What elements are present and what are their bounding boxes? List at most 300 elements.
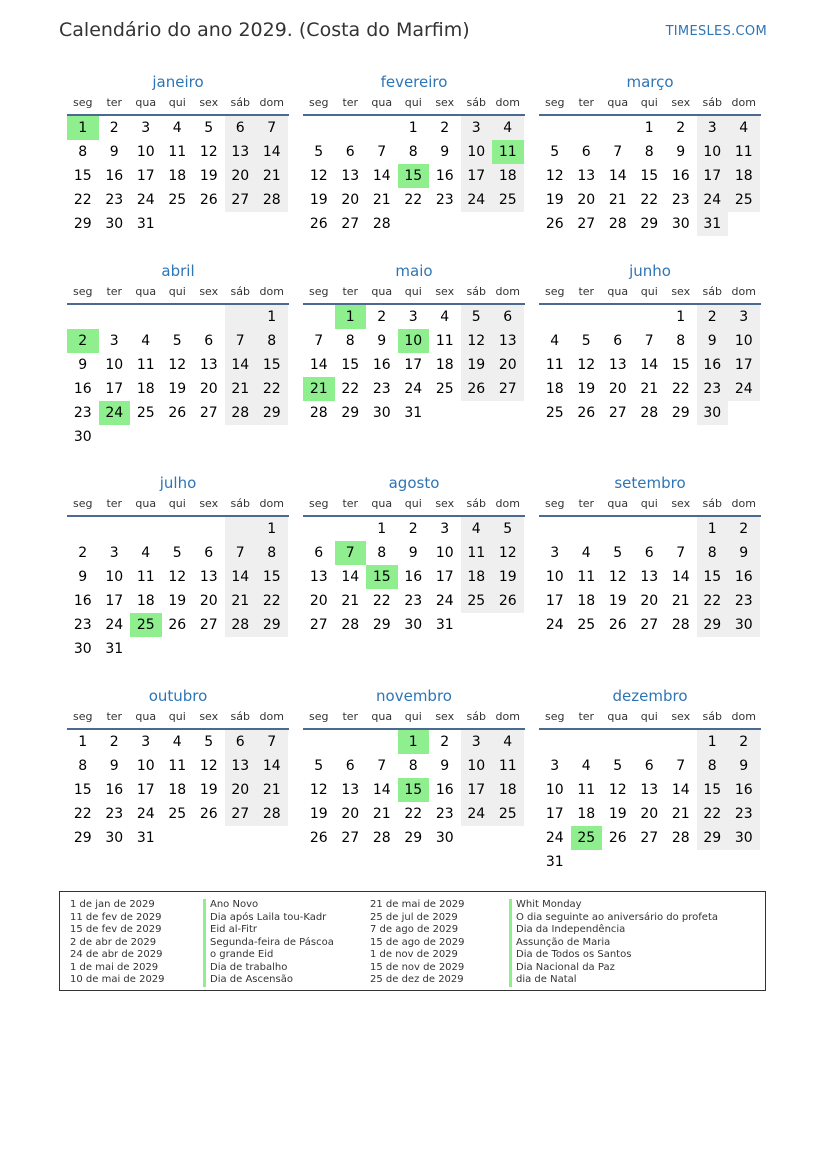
- legend-dates-col-1: [70, 899, 165, 987]
- empty-cell: [67, 305, 99, 329]
- day-cell: 27: [341, 216, 360, 232]
- day-cell: 23: [372, 381, 391, 397]
- legend-holiday-name: Dia da Independência: [509, 924, 718, 937]
- day-cell: 17: [697, 164, 729, 188]
- day-cell: 20: [577, 192, 596, 208]
- month-name: agosto: [388, 474, 440, 492]
- legend-dates-col-2: [370, 899, 465, 987]
- legend-date: 24 de abr de 2029: [70, 949, 163, 960]
- day-cell: 1: [408, 120, 418, 136]
- day-cell: 20: [492, 353, 524, 377]
- day-cell: 17: [728, 353, 760, 377]
- day-cell: 21: [372, 806, 391, 822]
- day-cell: 18: [136, 381, 155, 397]
- month-name: dezembro: [612, 687, 688, 705]
- month-name: novembro: [376, 687, 452, 705]
- day-cell: 30: [73, 429, 92, 445]
- empty-cell: [571, 116, 603, 140]
- day-cell: 2: [408, 521, 418, 537]
- day-cell: 4: [461, 517, 493, 541]
- day-cell: 31: [136, 830, 155, 846]
- weekday-label: qui: [404, 96, 422, 109]
- day-cell: 14: [225, 565, 257, 589]
- day-cell: 24: [105, 617, 124, 633]
- legend-holiday-name: o grande Eid: [203, 949, 334, 962]
- day-cell: 19: [309, 806, 328, 822]
- day-cell: 29: [341, 405, 360, 421]
- day-cell: 21: [256, 164, 288, 188]
- weekday-header: [303, 495, 525, 517]
- day-cell: 18: [136, 593, 155, 609]
- day-cell: 19: [168, 381, 187, 397]
- holiday-day-cell: 10: [398, 329, 430, 353]
- weekday-label: sex: [671, 497, 691, 510]
- day-cell: 17: [136, 168, 155, 184]
- day-cell: 23: [73, 405, 92, 421]
- day-cell: 4: [440, 309, 450, 325]
- weekday-header: [303, 708, 525, 730]
- weekday-label: qui: [640, 710, 658, 723]
- day-cell: 17: [545, 806, 564, 822]
- empty-cell: [162, 305, 194, 329]
- day-cell: 9: [728, 754, 760, 778]
- holiday-day-cell: 15: [398, 778, 430, 802]
- weekday-label: sex: [199, 497, 219, 510]
- empty-cell: [225, 305, 257, 329]
- day-cell: 13: [225, 140, 257, 164]
- empty-cell: [130, 517, 162, 541]
- day-cell: 6: [314, 545, 324, 561]
- day-cell: 25: [168, 806, 187, 822]
- empty-cell: [571, 517, 603, 541]
- day-cell: 9: [78, 357, 88, 373]
- day-cell: 14: [256, 140, 288, 164]
- day-cell: 19: [545, 192, 564, 208]
- day-cell: 27: [577, 216, 596, 232]
- weekday-label: sáb: [702, 285, 722, 298]
- weekday-label: sex: [435, 497, 455, 510]
- day-cell: 13: [492, 329, 524, 353]
- weekday-label: sex: [435, 285, 455, 298]
- day-cell: 26: [545, 216, 564, 232]
- day-cell: 10: [697, 140, 729, 164]
- month-fevereiro: [303, 71, 525, 236]
- day-cell: 25: [136, 405, 155, 421]
- day-cell: 1: [697, 730, 729, 754]
- day-cell: 8: [78, 144, 88, 160]
- weekday-label: dom: [259, 285, 284, 298]
- empty-cell: [162, 517, 194, 541]
- day-cell: 25: [168, 192, 187, 208]
- legend-date: 25 de jul de 2029: [370, 911, 458, 923]
- day-cell: 10: [136, 144, 155, 160]
- legend-date: 11 de fev de 2029: [70, 911, 162, 923]
- weekday-label: sáb: [466, 497, 486, 510]
- day-cell: 28: [256, 802, 288, 826]
- weekday-label: qua: [135, 710, 157, 723]
- day-cell: 16: [728, 565, 760, 589]
- day-cell: 24: [545, 617, 564, 633]
- day-cell: 3: [697, 116, 729, 140]
- day-cell: 26: [199, 806, 218, 822]
- day-cell: 15: [640, 168, 659, 184]
- day-cell: 14: [309, 357, 328, 373]
- day-cell: 14: [225, 353, 257, 377]
- month-name: outubro: [148, 687, 208, 705]
- day-cell: 23: [73, 617, 92, 633]
- weekday-label: sáb: [466, 285, 486, 298]
- day-cell: 2: [109, 734, 119, 750]
- day-cell: 27: [608, 405, 627, 421]
- weekday-label: dom: [731, 96, 756, 109]
- weekday-header: [303, 283, 525, 305]
- day-cell: 16: [671, 168, 690, 184]
- day-cell: 18: [545, 381, 564, 397]
- weekday-label: ter: [342, 497, 359, 510]
- day-cell: 16: [435, 782, 454, 798]
- day-cell: 23: [105, 192, 124, 208]
- weekday-label: dom: [259, 710, 284, 723]
- empty-cell: [130, 305, 162, 329]
- day-cell: 30: [105, 830, 124, 846]
- weekday-label: dom: [731, 497, 756, 510]
- holiday-day-cell: 15: [366, 565, 398, 589]
- day-cell: 8: [697, 541, 729, 565]
- month-name: fevereiro: [380, 73, 448, 91]
- day-cell: 8: [377, 545, 387, 561]
- month-name: janeiro: [152, 73, 204, 91]
- day-cell: 29: [640, 216, 659, 232]
- day-cell: 2: [78, 545, 88, 561]
- weekday-header: [67, 495, 289, 517]
- legend-date: 21 de mai de 2029: [370, 899, 465, 910]
- day-cell: 6: [581, 144, 591, 160]
- legend-holiday-name: Dia de Todos os Santos: [509, 949, 718, 962]
- day-cell: 3: [109, 545, 119, 561]
- day-cell: 3: [461, 730, 493, 754]
- day-cell: 17: [461, 778, 493, 802]
- day-grid: [303, 305, 525, 425]
- day-cell: 5: [461, 305, 493, 329]
- day-cell: 10: [545, 782, 564, 798]
- day-cell: 8: [256, 541, 288, 565]
- day-cell: 20: [225, 778, 257, 802]
- holiday-day-cell: 15: [398, 164, 430, 188]
- day-cell: 8: [644, 144, 654, 160]
- day-cell: 1: [644, 120, 654, 136]
- day-cell: 9: [728, 541, 760, 565]
- day-grid: [67, 730, 289, 850]
- day-cell: 31: [545, 854, 564, 870]
- day-cell: 16: [728, 778, 760, 802]
- weekday-label: ter: [342, 285, 359, 298]
- day-cell: 20: [341, 192, 360, 208]
- month-março: [539, 71, 761, 236]
- day-cell: 13: [341, 782, 360, 798]
- holiday-day-cell: 7: [335, 541, 367, 565]
- day-cell: 25: [545, 405, 564, 421]
- weekday-label: sex: [199, 710, 219, 723]
- day-cell: 5: [314, 758, 324, 774]
- day-cell: 7: [676, 545, 686, 561]
- day-cell: 15: [73, 168, 92, 184]
- weekday-label: ter: [106, 497, 123, 510]
- day-cell: 7: [314, 333, 324, 349]
- day-cell: 26: [461, 377, 493, 401]
- day-cell: 11: [577, 569, 596, 585]
- weekday-label: seg: [309, 96, 329, 109]
- day-grid: [303, 116, 525, 236]
- holiday-day-cell: 21: [303, 377, 335, 401]
- legend-names-col-2: [509, 899, 718, 987]
- day-cell: 8: [408, 758, 418, 774]
- day-cell: 18: [728, 164, 760, 188]
- legend-holiday-name: Ano Novo: [203, 899, 334, 912]
- weekday-header: [67, 283, 289, 305]
- day-cell: 21: [225, 377, 257, 401]
- day-cell: 28: [608, 216, 627, 232]
- day-cell: 22: [640, 192, 659, 208]
- day-cell: 8: [697, 754, 729, 778]
- day-cell: 2: [377, 309, 387, 325]
- day-cell: 9: [109, 144, 119, 160]
- holiday-day-cell: 1: [398, 730, 430, 754]
- day-cell: 3: [440, 521, 450, 537]
- weekday-label: qui: [404, 497, 422, 510]
- day-cell: 31: [136, 216, 155, 232]
- day-cell: 14: [372, 782, 391, 798]
- day-cell: 28: [372, 216, 391, 232]
- day-cell: 23: [404, 593, 423, 609]
- day-cell: 25: [492, 802, 524, 826]
- day-cell: 30: [73, 641, 92, 657]
- weekday-label: qua: [135, 96, 157, 109]
- day-cell: 23: [671, 192, 690, 208]
- empty-cell: [366, 116, 398, 140]
- day-cell: 23: [728, 802, 760, 826]
- day-cell: 26: [577, 405, 596, 421]
- day-cell: 30: [372, 405, 391, 421]
- day-cell: 20: [608, 381, 627, 397]
- day-cell: 16: [73, 593, 92, 609]
- month-name: maio: [395, 262, 433, 280]
- day-cell: 27: [492, 377, 524, 401]
- weekday-label: ter: [106, 710, 123, 723]
- legend-date: 1 de mai de 2029: [70, 961, 159, 973]
- day-cell: 28: [309, 405, 328, 421]
- weekday-header: [539, 94, 761, 116]
- weekday-label: ter: [578, 497, 595, 510]
- weekday-label: qua: [607, 710, 629, 723]
- day-cell: 6: [204, 545, 214, 561]
- day-cell: 3: [461, 116, 493, 140]
- day-cell: 6: [644, 758, 654, 774]
- day-cell: 5: [613, 758, 623, 774]
- day-cell: 11: [136, 357, 155, 373]
- weekday-label: sáb: [230, 710, 250, 723]
- day-cell: 10: [105, 357, 124, 373]
- day-cell: 19: [608, 593, 627, 609]
- weekday-header: [303, 94, 525, 116]
- day-cell: 15: [671, 357, 690, 373]
- weekday-label: qui: [168, 96, 186, 109]
- weekday-label: qui: [168, 710, 186, 723]
- day-cell: 4: [141, 333, 151, 349]
- day-cell: 6: [492, 305, 524, 329]
- day-cell: 7: [256, 730, 288, 754]
- day-cell: 13: [199, 357, 218, 373]
- empty-cell: [99, 517, 131, 541]
- day-cell: 2: [728, 517, 760, 541]
- day-cell: 5: [172, 545, 182, 561]
- day-cell: 4: [581, 545, 591, 561]
- weekday-label: qua: [135, 285, 157, 298]
- month-name: junho: [629, 262, 671, 280]
- month-janeiro: [67, 71, 289, 236]
- day-cell: 16: [105, 168, 124, 184]
- day-cell: 7: [377, 144, 387, 160]
- day-cell: 22: [256, 589, 288, 613]
- legend-date: 10 de mai de 2029: [70, 974, 165, 985]
- day-cell: 23: [435, 806, 454, 822]
- day-cell: 30: [697, 401, 729, 425]
- day-grid: [67, 116, 289, 236]
- month-outubro: [67, 685, 289, 850]
- day-cell: 29: [697, 613, 729, 637]
- day-cell: 24: [136, 806, 155, 822]
- day-cell: 11: [577, 782, 596, 798]
- weekday-label: qui: [168, 285, 186, 298]
- day-cell: 23: [435, 192, 454, 208]
- day-cell: 26: [309, 830, 328, 846]
- day-cell: 12: [309, 168, 328, 184]
- day-cell: 22: [404, 192, 423, 208]
- day-grid: [67, 305, 289, 449]
- day-cell: 19: [492, 565, 524, 589]
- day-cell: 9: [440, 144, 450, 160]
- weekday-label: qui: [640, 285, 658, 298]
- empty-cell: [67, 517, 99, 541]
- day-cell: 3: [550, 758, 560, 774]
- day-cell: 23: [697, 377, 729, 401]
- day-grid: [67, 517, 289, 661]
- day-cell: 19: [168, 593, 187, 609]
- day-cell: 11: [168, 144, 187, 160]
- day-cell: 5: [204, 120, 214, 136]
- day-cell: 6: [345, 144, 355, 160]
- day-cell: 24: [461, 188, 493, 212]
- day-cell: 4: [492, 116, 524, 140]
- day-cell: 9: [440, 758, 450, 774]
- day-cell: 4: [728, 116, 760, 140]
- weekday-label: ter: [578, 710, 595, 723]
- day-cell: 5: [581, 333, 591, 349]
- weekday-label: sex: [671, 96, 691, 109]
- day-cell: 10: [545, 569, 564, 585]
- weekday-label: seg: [309, 285, 329, 298]
- day-cell: 17: [105, 381, 124, 397]
- day-cell: 29: [697, 826, 729, 850]
- holiday-day-cell: 25: [130, 613, 162, 637]
- day-cell: 5: [550, 144, 560, 160]
- day-cell: 25: [492, 188, 524, 212]
- weekday-label: qua: [135, 497, 157, 510]
- day-cell: 12: [608, 782, 627, 798]
- day-cell: 20: [199, 381, 218, 397]
- day-cell: 19: [309, 192, 328, 208]
- empty-cell: [335, 116, 367, 140]
- legend-names-col-1: [203, 899, 334, 987]
- day-cell: 25: [461, 589, 493, 613]
- day-cell: 13: [225, 754, 257, 778]
- day-cell: 19: [577, 381, 596, 397]
- weekday-label: sáb: [466, 96, 486, 109]
- month-novembro: [303, 685, 525, 850]
- day-cell: 11: [461, 541, 493, 565]
- day-cell: 7: [256, 116, 288, 140]
- holiday-day-cell: 1: [335, 305, 367, 329]
- weekday-label: sex: [671, 285, 691, 298]
- day-cell: 26: [309, 216, 328, 232]
- weekday-label: ter: [106, 96, 123, 109]
- empty-cell: [602, 305, 634, 329]
- day-cell: 22: [697, 802, 729, 826]
- day-cell: 22: [697, 589, 729, 613]
- day-cell: 11: [545, 357, 564, 373]
- day-cell: 27: [341, 830, 360, 846]
- weekday-label: sáb: [230, 497, 250, 510]
- day-cell: 1: [697, 517, 729, 541]
- day-cell: 11: [435, 333, 454, 349]
- day-cell: 13: [608, 357, 627, 373]
- day-cell: 20: [640, 593, 659, 609]
- legend-date: 7 de ago de 2029: [370, 924, 459, 935]
- day-cell: 28: [671, 830, 690, 846]
- day-cell: 28: [640, 405, 659, 421]
- day-cell: 12: [199, 144, 218, 160]
- brand-link[interactable]: TIMESLES.COM: [665, 24, 767, 39]
- holiday-day-cell: 25: [571, 826, 603, 850]
- day-cell: 22: [671, 381, 690, 397]
- day-cell: 24: [728, 377, 760, 401]
- day-cell: 29: [372, 617, 391, 633]
- day-cell: 9: [109, 758, 119, 774]
- day-cell: 30: [404, 617, 423, 633]
- day-cell: 21: [341, 593, 360, 609]
- day-cell: 5: [613, 545, 623, 561]
- weekday-label: qua: [371, 497, 393, 510]
- day-cell: 18: [461, 565, 493, 589]
- empty-cell: [602, 517, 634, 541]
- day-cell: 4: [581, 758, 591, 774]
- day-cell: 20: [309, 593, 328, 609]
- day-cell: 3: [408, 309, 418, 325]
- day-cell: 29: [73, 216, 92, 232]
- day-cell: 22: [73, 806, 92, 822]
- legend-holiday-name: Assunção de Maria: [509, 937, 718, 950]
- day-cell: 22: [404, 806, 423, 822]
- month-name: abril: [161, 262, 195, 280]
- day-cell: 16: [697, 353, 729, 377]
- day-cell: 17: [545, 593, 564, 609]
- weekday-label: ter: [578, 285, 595, 298]
- day-cell: 21: [671, 806, 690, 822]
- day-cell: 22: [73, 192, 92, 208]
- weekday-label: seg: [73, 497, 93, 510]
- day-cell: 11: [492, 754, 524, 778]
- day-cell: 29: [256, 401, 288, 425]
- day-cell: 10: [728, 329, 760, 353]
